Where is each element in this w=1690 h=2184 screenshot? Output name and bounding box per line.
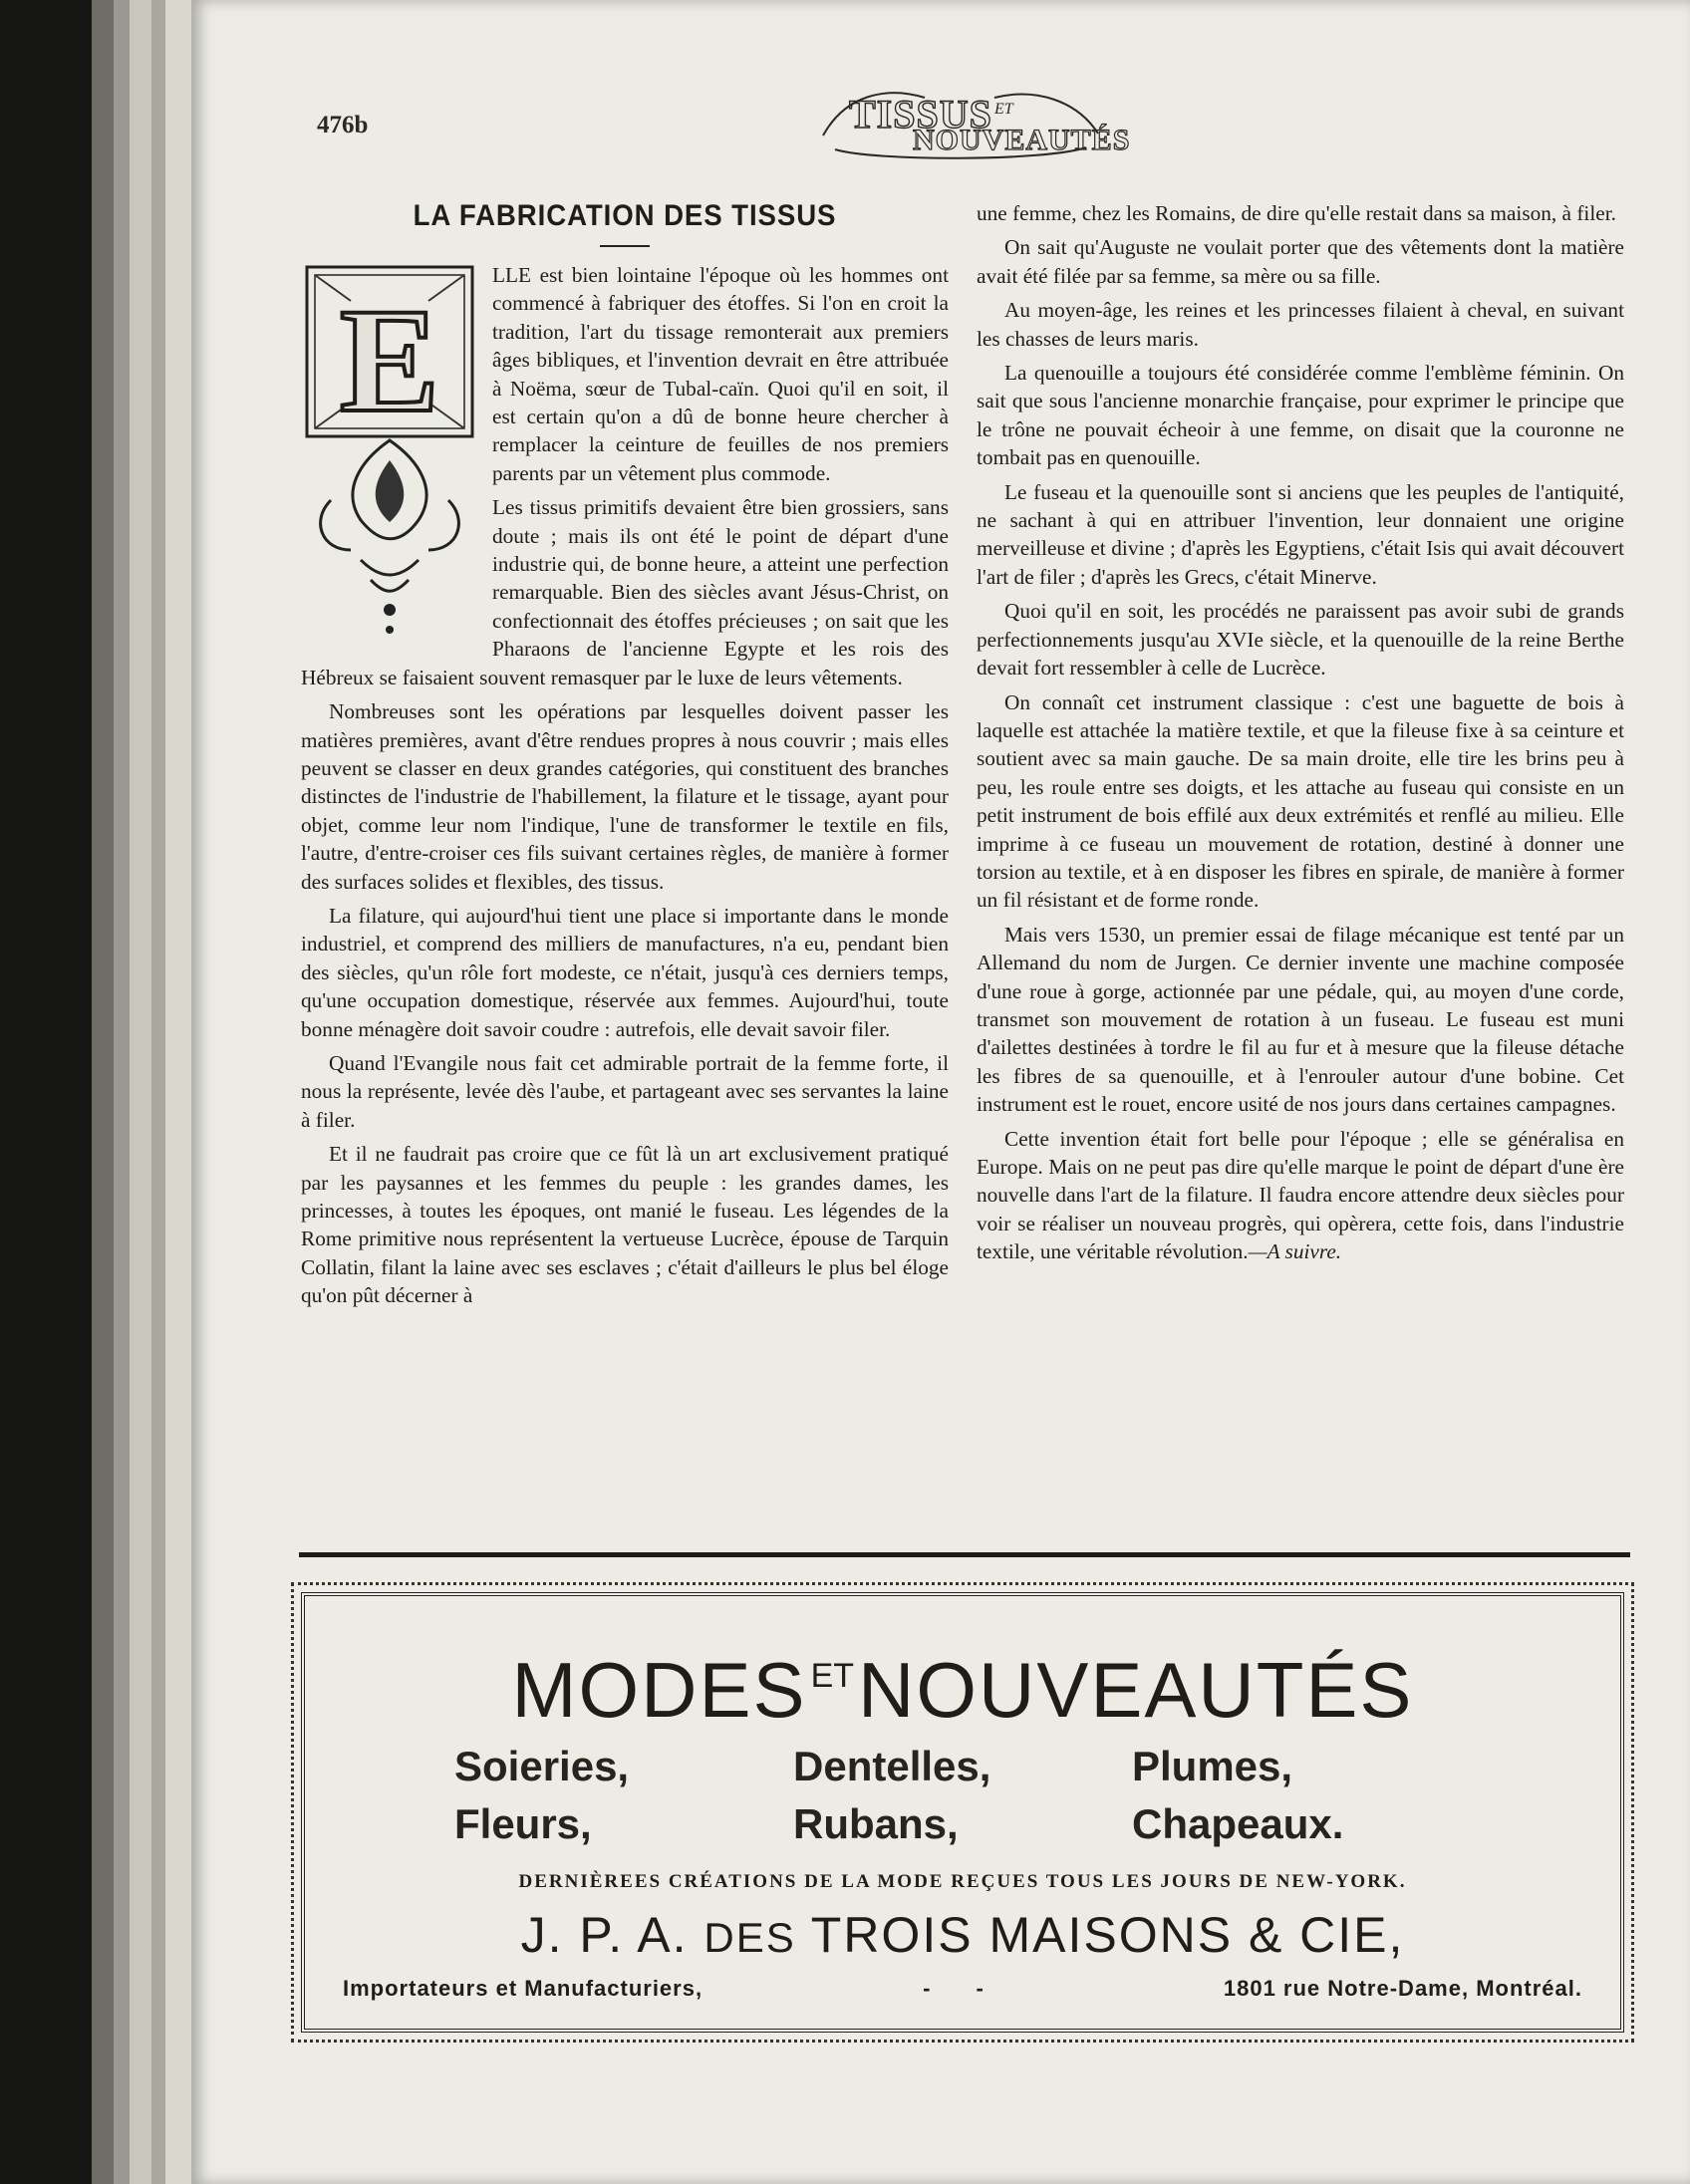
- article-right-column: [977, 199, 1624, 1272]
- paragraph-15: [977, 1125, 1624, 1266]
- ad-headline: [305, 1634, 1620, 1732]
- paragraph-15-text: Cette invention était fort belle pour l'époque ; elle se généralisa en Europe. Mais on ne peut pas dire qu'elle marque le point de départ d'une ère nouvelle dans l'art de la filature. Il faudra encore attendre deux siècles pour voir se réaliser un nouveau progrès, qui opèrera, cette fois, dans l'industrie textile, une véritable révolution.: [977, 1126, 1624, 1264]
- title-rule: [600, 245, 650, 247]
- paragraph-7: une femme, chez les Romains, de dire qu'elle restait dans sa maison, à filer.: [977, 201, 1616, 225]
- page-number: 476b: [317, 112, 369, 138]
- ad-footer-trade: Importateurs et Manufacturiers,: [343, 1976, 704, 2001]
- ornamental-dropcap-e: [301, 261, 478, 640]
- ad-product: Rubans,: [793, 1800, 959, 1847]
- ad-headline-nouveautes: NOUVEAUTÉS: [858, 1646, 1414, 1734]
- paragraph-14: Mais vers 1530, un premier essai de filage mécanique est tenté par un Allemand du nom de Jurgen. Ce dernier invente une machine composée d'une roue à gorge, actionnée par une pédale, qui, au moyen d'une corde, transmet son mouvement de rotation à un fuseau. Le fuseau est muni d'ailettes destinées à tordre le fil au fur et à mesure que la fileuse détache les fibres de sa quenouille, et à l'enrouler autour d'une bobine. Cet instrument est le rouet, encore usité de nos jours dans certaines campagnes.: [977, 922, 1624, 1117]
- ad-product: Chapeaux.: [1132, 1800, 1344, 1847]
- ad-product: Dentelles,: [793, 1743, 991, 1789]
- book-page-edges: [0, 0, 199, 2184]
- masthead-word-et: ET: [994, 101, 1013, 118]
- article-left-column: [301, 199, 949, 1316]
- ad-headline-modes: MODES: [511, 1646, 807, 1734]
- section-divider: [299, 1552, 1630, 1557]
- paragraph-9: Au moyen-âge, les reines et les princesses filaient à cheval, en suivant les chasses de leurs maris.: [977, 298, 1624, 351]
- paragraph-10: La quenouille a toujours été considérée comme l'emblème féminin. On sait que sous l'ancienne monarchie française, pour exprimer le principe que le trône ne pouvait écheoir à une femme, on disait que la couronne ne tombait pas en quenouille.: [977, 361, 1624, 470]
- continued-note: —A suivre.: [1248, 1239, 1342, 1264]
- ad-company-des: DES: [704, 1914, 796, 1961]
- paragraph-6: Et il ne faudrait pas croire que ce fût là un art exclusivement pratiqué par les paysannes et les femmes du peuple : les grandes dames, les princesses, à toutes les époques, ont manié le fuseau. Les légendes de la Rome primitive nous représentent la vertueuse Lucrèce, épouse de Tarquin Collatin, filant la laine avec ses esclaves ; c'était d'ailleurs le plus bel éloge qu'on pût décerner à: [301, 1142, 949, 1308]
- paragraph-2: Les tissus primitifs devaient être bien grossiers, sans doute ; mais ils ont été le point de départ d'une industrie qui, de bonne heure, a atteint une perfection remarquable. Bien des siècles avant Jésus-Christ, on confectionnait des étoffes précieuses ; on sait que les Pharaons de l'ancienne Egypte et les rois des Hébreux se faisaient souvent remasquer par le luxe de leurs vêtements.: [301, 495, 949, 689]
- dropcap-letter: E: [339, 278, 440, 443]
- masthead-word-tissus: TISSUS: [849, 92, 992, 136]
- paragraph-8: On sait qu'Auguste ne voulait porter que des vêtements dont la matière avait été filée par sa femme, sa mère ou sa fille.: [977, 235, 1624, 288]
- article-title: LA FABRICATION DES TISSUS: [413, 199, 837, 232]
- dropcap-continuation: LLE: [492, 263, 532, 287]
- paragraph-12: Quoi qu'il en soit, les procédés ne paraissent pas avoir subi de grands perfectionnements jusqu'au XVIe siècle, et la quenouille de la reine Berthe devait fort ressembler à celle de Lucrèce.: [977, 599, 1624, 681]
- ad-tagline: DERNIÈREES CRÉATIONS DE LA MODE REÇUES TOUS LES JOURS DE NEW-YORK.: [518, 1871, 1407, 1892]
- ad-product: Plumes,: [1132, 1743, 1293, 1789]
- advertisement-box: [301, 1592, 1624, 2033]
- paragraph-13: On connaît cet instrument classique : c'est une baguette de bois à laquelle est attachée la matière textile, et que la fileuse fixe à sa ceinture et soutient avec sa main gauche. De sa main droite, elle tire les brins peu à peu, les roule entre ses doigts, et les attache au fuseau qui consiste en un petit instrument de bois effilé aux deux extrémités et renflé au milieu. Elle imprime à ce fuseau un mouvement de rotation, destiné à donner une torsion au textile, et à en disposer les fibres en spirale, de manière à former un fil résistant et de forme ronde.: [977, 689, 1624, 913]
- ad-footer-address: 1801 rue Notre-Dame, Montréal.: [1223, 1976, 1582, 2001]
- ad-company-name: [305, 1907, 1620, 1966]
- ad-company-main: TROIS MAISONS & CIE,: [810, 1907, 1405, 1963]
- paragraph-5: Quand l'Evangile nous fait cet admirable portrait de la femme forte, il nous la représente, levée dès l'aube, et partageant avec ses servantes la laine à filer.: [301, 1050, 949, 1132]
- ad-headline-et: ET: [810, 1657, 855, 1695]
- masthead-logo: [815, 76, 1131, 163]
- ad-product: Soieries,: [454, 1743, 630, 1789]
- ad-footer: [305, 1966, 1620, 2002]
- paragraph-4: La filature, qui aujourd'hui tient une place si importante dans le monde industriel, et comprend des milliers de manufactures, n'a eu, pendant bien des siècles, qu'un rôle fort modeste, ce n'était, jusqu'à ces derniers temps, qu'une occupation domestique, réservée aux femmes. Aujourd'hui, toute bonne ménagère doit savoir coudre : autrefois, elle devait savoir filer.: [301, 903, 949, 1041]
- ad-company-initials: J. P. A.: [520, 1907, 689, 1963]
- paragraph-3: Nombreuses sont les opérations par lesquelles doivent passer les matières premières, avant d'être rendues propres à nous couvrir ; mais elles peuvent se classer en deux grandes catégories, qui constituent des branches distinctes de l'industrie de l'habillement, la filature et le tissage, ayant pour objet, comme leur nom l'indique, l'une de transformer le textile en fils, l'autre, d'entre-croiser ces fils suivant certaines règles, de manière à former des surfaces solides et flexibles, des tissus.: [301, 699, 949, 894]
- ad-product: Fleurs,: [454, 1800, 592, 1847]
- masthead-word-nouveautes: NOUVEAUTÉS: [913, 124, 1131, 156]
- paragraph-11: Le fuseau et la quenouille sont si anciens que les peuples de l'antiquité, ne sachant à qui en attribuer l'invention, leur donnaient une origine merveilleuse et divine ; d'après les Egyptiens, c'était Isis qui avait découvert l'art de filer ; d'après les Grecs, c'était Minerve.: [977, 479, 1624, 589]
- ad-product-grid: [305, 1738, 1620, 1853]
- ad-footer-separator: - -: [923, 1976, 1003, 2001]
- paragraph-1-text: est bien lointaine l'époque où les hommes ont commencé à fabriquer des étoffes. Si l'on en croit la tradition, l'art du tissage remonterait aux premiers âges bibliques, et l'invention devrait en être attribuée à Noëma, sœur de Tubal-caïn. Quoi qu'il en soit, il est certain qu'on a dû de bonne heure chercher à remplacer la ceinture de feuilles de nos premiers parents par un vêtement plus commode.: [492, 263, 949, 485]
